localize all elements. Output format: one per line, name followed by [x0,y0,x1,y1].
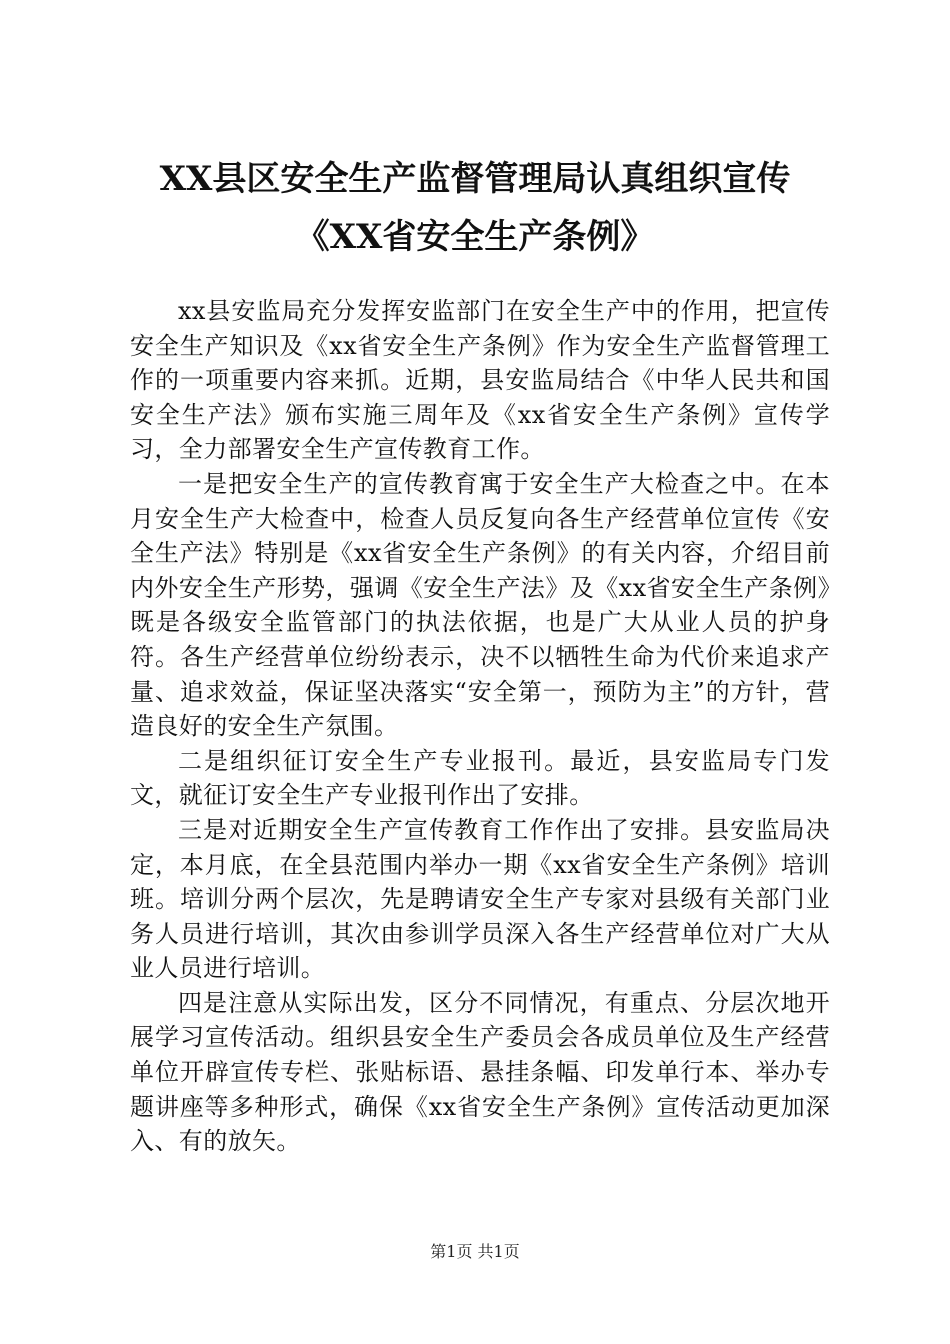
paragraph-point-1: 一是把安全生产的宣传教育寓于安全生产大检查之中。在本月安全生产大检查中，检查人员反复向各生产经营单位宣传《安全生产法》特别是《xx省安全生产条例》的有关内容，介绍目前内外安全生产形势，强调《安全生产法》及《xx省安全生产条例》既是各级安全监管部门的执法依据，也是广大从业人员的护身符。各生产经营单位纷纷表示，决不以牺牲生命为代价来追求产量、追求效益，保证坚决落实“安全第一，预防为主”的方针，营造良好的安全生产氛围。 [130,469,830,741]
page-number-footer: 第1页 共1页 [430,1242,520,1261]
document-title [100,158,850,258]
title-line-1: XX县区安全生产监督管理局认真组织宣传 [159,159,791,199]
document-body [130,294,830,1159]
paragraph-point-2: 二是组织征订安全生产专业报刊。最近，县安监局专门发文，就征订安全生产专业报刊作出了安排。 [130,746,830,810]
paragraph-point-3: 三是对近期安全生产宣传教育工作作出了安排。县安监局决定，本月底，在全县范围内举办一期《xx省安全生产条例》培训班。培训分两个层次，先是聘请安全生产专家对县级有关部门业务人员进行培训，其次由参训学员深入各生产经营单位对广大从业人员进行培训。 [130,815,830,983]
paragraph-point-4: 四是注意从实际出发，区分不同情况，有重点、分层次地开展学习宣传活动。组织县安全生产委员会各成员单位及生产经营单位开辟宣传专栏、张贴标语、悬挂条幅、印发单行本、举办专题讲座等多种形式，确保《xx省安全生产条例》宣传活动更加深入、有的放矢。 [130,988,830,1156]
title-line-2: 《XX省安全生产条例》 [295,217,655,257]
paragraph-intro: xx县安监局充分发挥安监部门在安全生产中的作用，把宣传安全生产知识及《xx省安全生产条例》作为安全生产监督管理工作的一项重要内容来抓。近期，县安监局结合《中华人民共和国安全生产法》颁布实施三周年及《xx省安全生产条例》宣传学习，全力部署安全生产宣传教育工作。 [130,297,830,464]
